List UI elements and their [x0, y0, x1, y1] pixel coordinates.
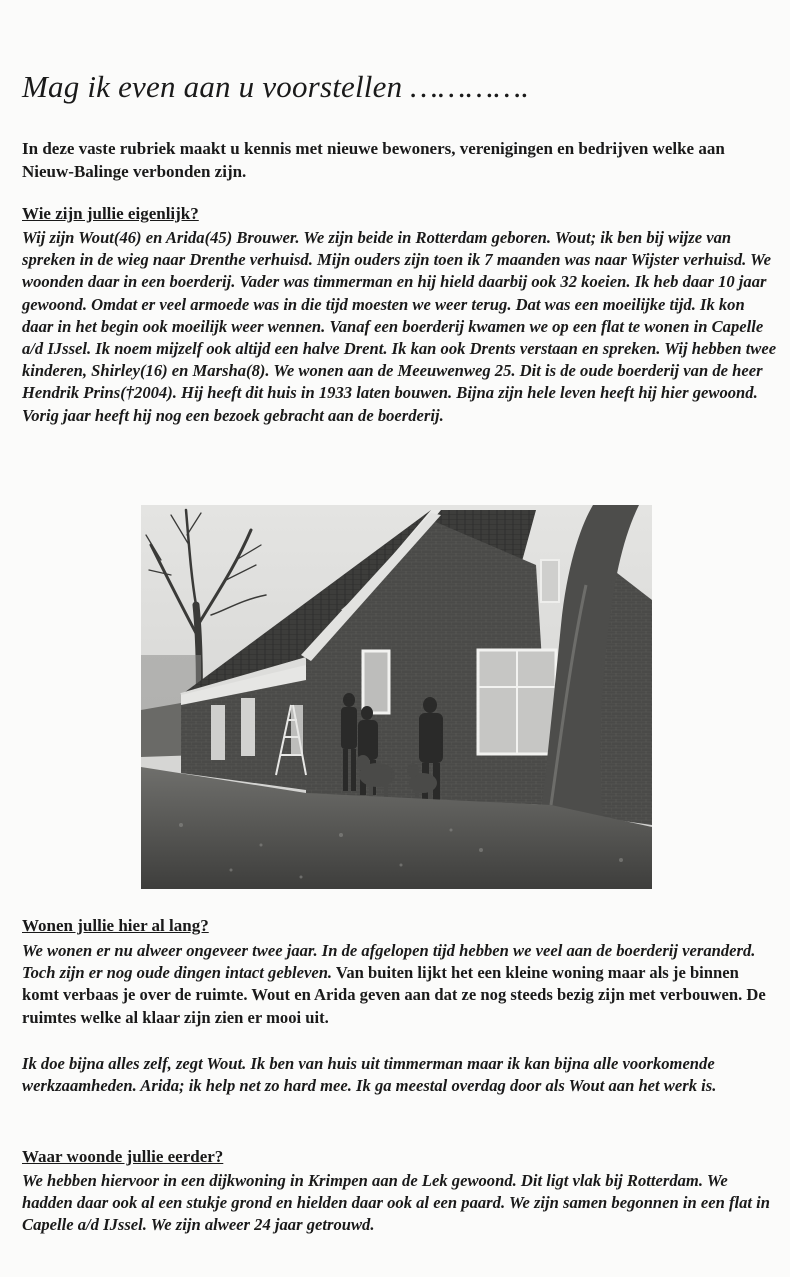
section-body-how-long-italic: We wonen er nu alweer ongeveer twee jaar. In de afgelopen tijd hebben we veel aan de boerderij veranderd. Toch zijn er nog oude dingen intact gebleven.	[22, 941, 756, 983]
section-heading-who: Wie zijn jullie eigenlijk?	[22, 204, 199, 223]
section-body-how-long	[22, 940, 774, 1029]
section-body-who: Wij zijn Wout(46) en Arida(45) Brouwer. We zijn beide in Rotterdam geboren. Wout; ik ben bij wijze van spreken in de wieg naar Drenthe verhuisd. Mijn ouders zijn toen ik 7 maanden was naar Wijster verhuisd. We woonden daar in een boerderij. Vader was timmerman en hij hield daarbij ook 32 koeien. Ik heb daar 10 jaar gewoond. Omdat er veel armoede was in die tijd moesten we weer terug. Dat was een moeilijke tijd. Ik kon daar in het begin ook moeilijk weer wennen. Vanaf een boerderij kwamen we op een flat te wonen in Capelle a/d IJssel. Ik noem mijzelf ook altijd een halve Drent. Ik kan ook Drents verstaan en spreken. Wij hebben twee kinderen, Shirley(16) en Marsha(8). We wonen aan de Meeuwenweg 25. Dit is de oude boerderij van de heer Hendrik Prins(†2004). Hij heeft dit huis in 1933 laten bouwen. Bijna zijn hele leven heeft hij hier gewoond. Vorig jaar heeft hij nog een bezoek gebracht aan de boerderij.	[22, 228, 777, 425]
section-heading-how-long: Wonen jullie hier al lang?	[22, 916, 209, 935]
section-body-earlier: We hebben hiervoor in een dijkwoning in Krimpen aan de Lek gewoond. Dit ligt vlak bij Rotterdam. We hadden daar ook al een stukje grond en hielden daar ook al een paard. We zijn samen begonnen in een flat in Capelle a/d IJssel. We zijn alweer 24 jaar getrouwd.	[22, 1171, 771, 1235]
farmhouse-image	[141, 505, 652, 889]
farmhouse-photo	[141, 505, 652, 889]
page-title: Mag ik even aan u voorstellen ………….	[22, 69, 530, 104]
section-body-quote: Ik doe bijna alles zelf, zegt Wout. Ik ben van huis uit timmerman maar ik kan bijna alle voorkomende werkzaamheden. Arida; ik help net zo hard mee. Ik ga meestal overdag door als Wout aan het werk is.	[22, 1054, 717, 1096]
section-body-how-long-upright: Van buiten lijkt het een kleine woning maar als je binnen komt verbaas je over de ruimte. Wout en Arida geven aan dat ze nog steeds bezig zijn met verbouwen. De ruimtes welke al klaar zijn zien er mooi uit.	[22, 963, 766, 1027]
intro-paragraph: In deze vaste rubriek maakt u kennis met nieuwe bewoners, verenigingen en bedrijven welke aan Nieuw-Balinge verbonden zijn.	[22, 139, 725, 181]
section-heading-earlier: Waar woonde jullie eerder?	[22, 1147, 224, 1166]
